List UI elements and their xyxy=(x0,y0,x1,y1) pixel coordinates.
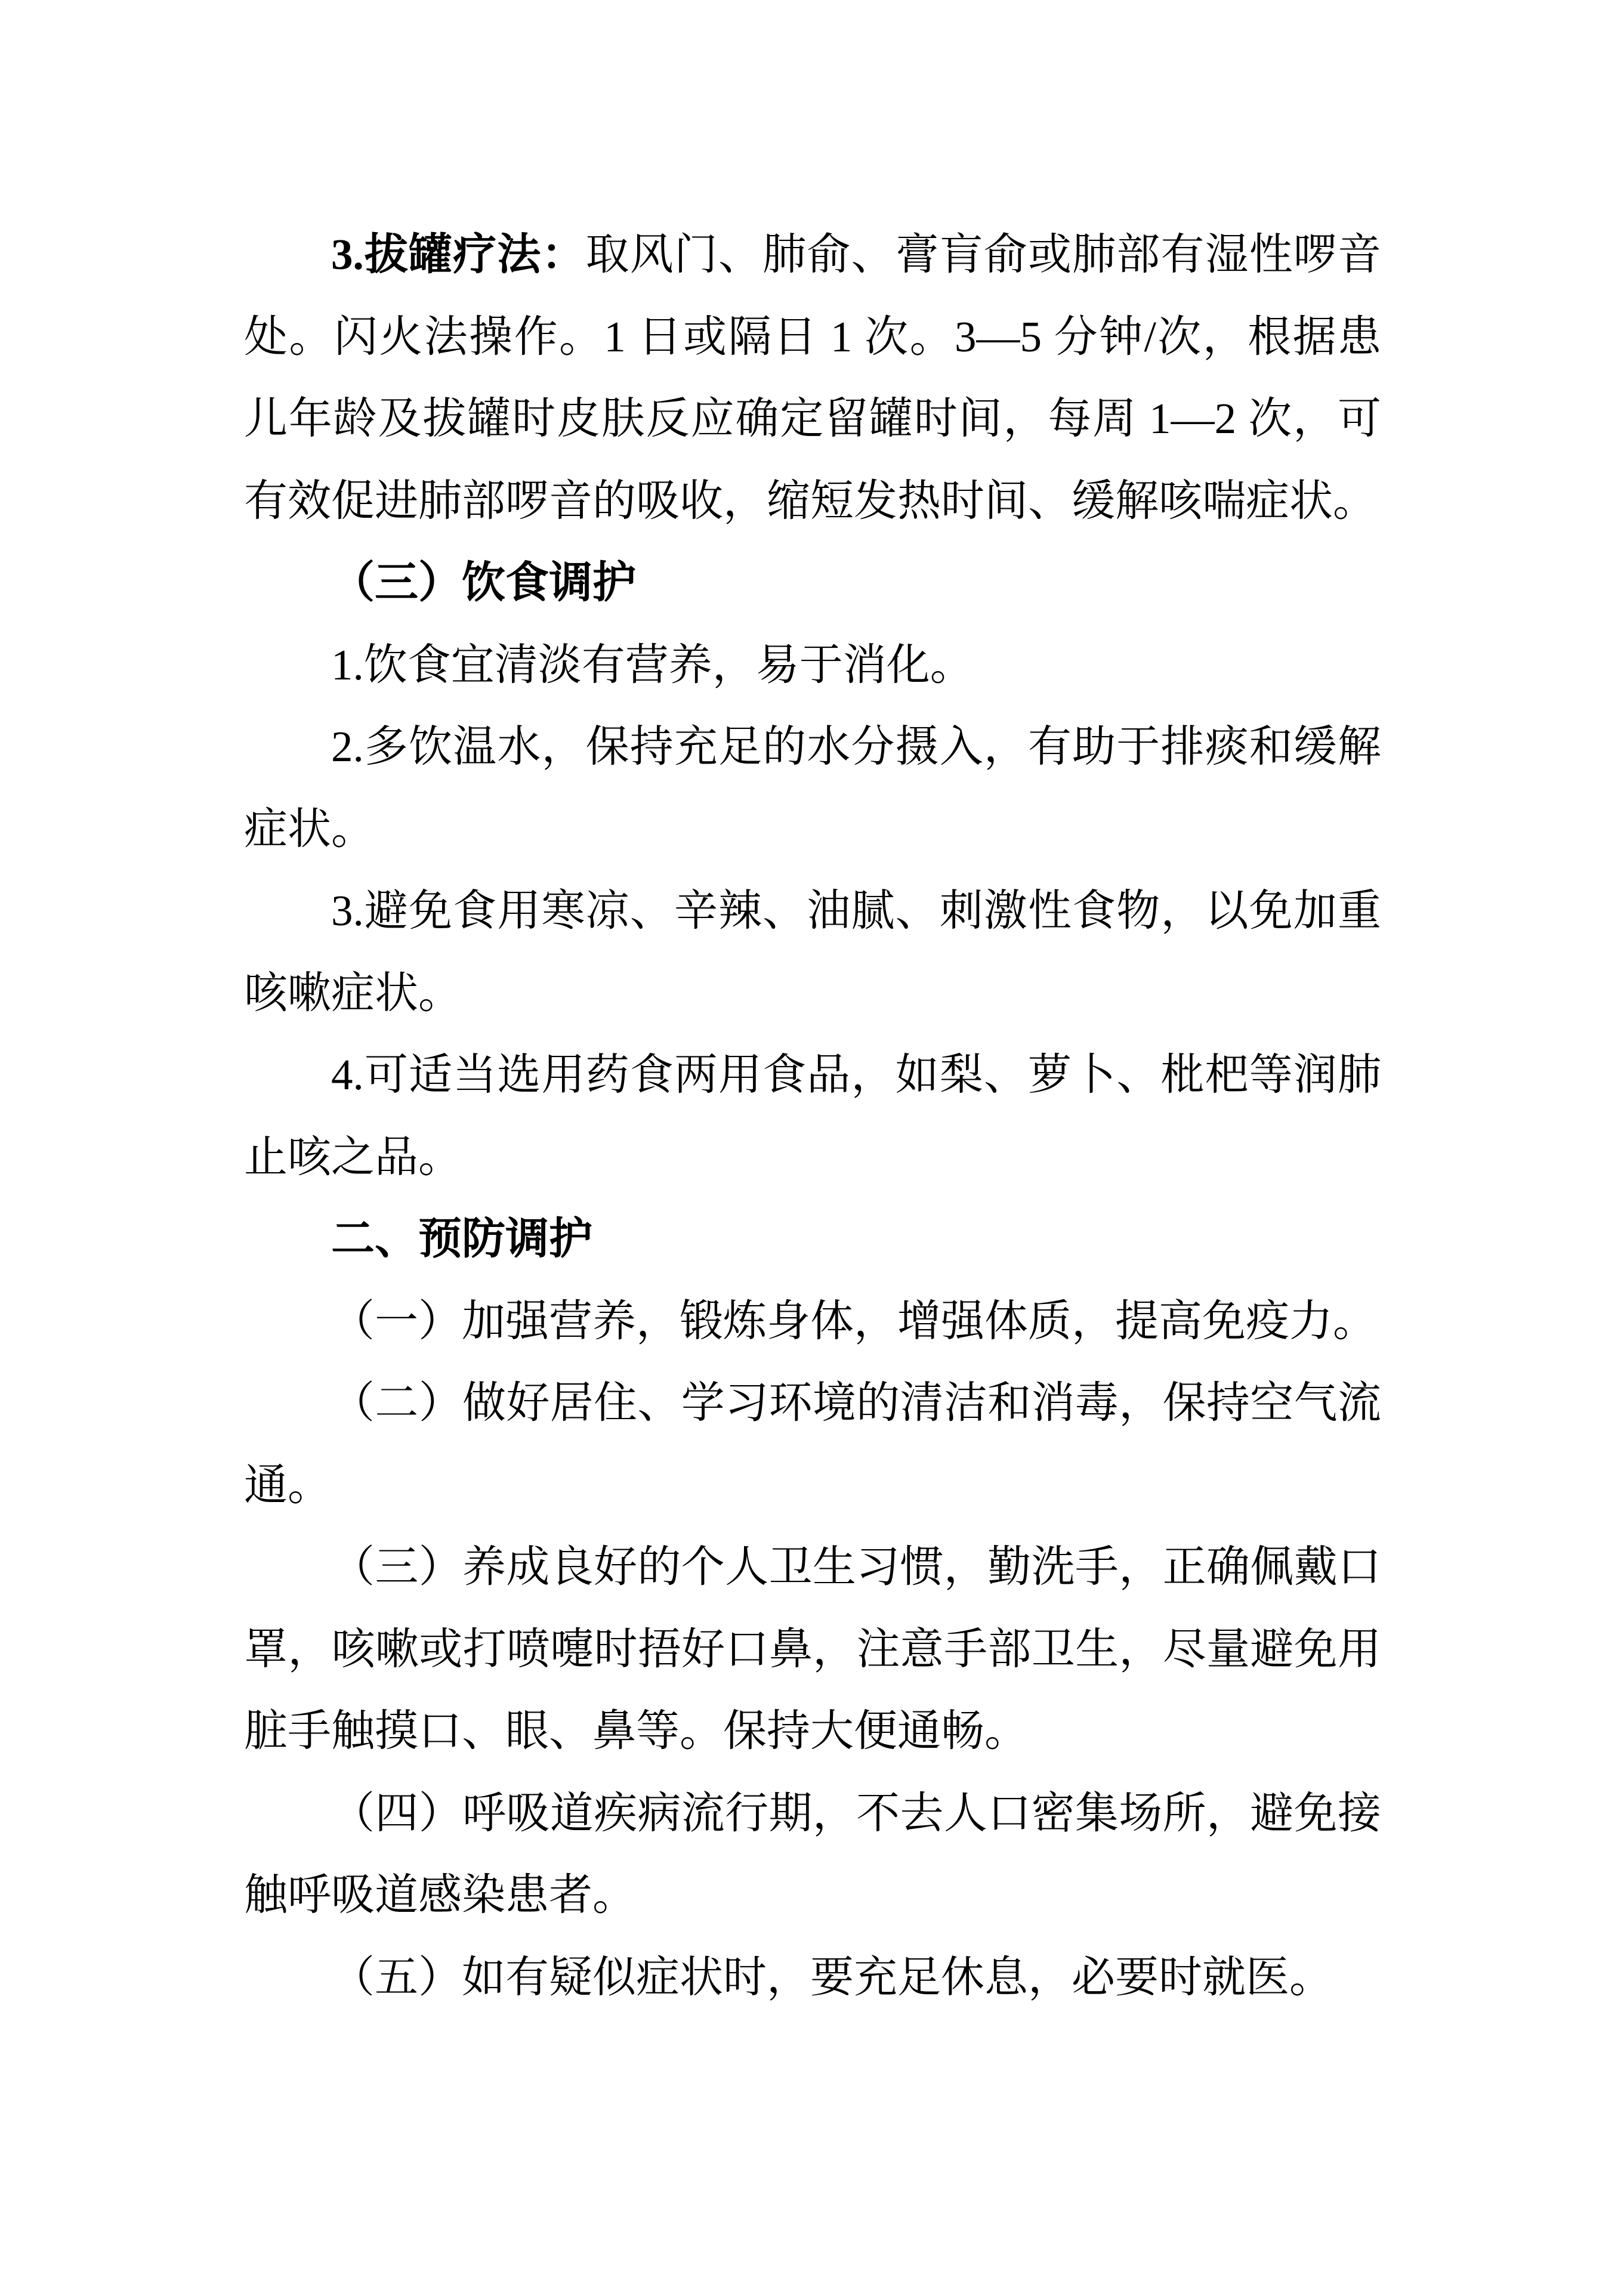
prevention-item-2: （二）做好居住、学习环境的清洁和消毒，保持空气流通。 xyxy=(244,1379,1381,1509)
diet-item-1: 1.饮食宜清淡有营养，易于消化。 xyxy=(331,640,974,689)
document-content xyxy=(244,214,1381,2018)
heading-diet-care: （三）饮食调护 xyxy=(331,558,636,607)
prevention-item-4: （四）呼吸道疾病流行期，不去人口密集场所，避免接触呼吸道感染患者。 xyxy=(244,1788,1381,1919)
diet-item-2: 2.多饮温水，保持充足的水分摄入，有助于排痰和缓解症状。 xyxy=(244,722,1381,853)
paragraph-cupping-therapy xyxy=(244,214,1381,542)
prevention-item-5: （五）如有疑似症状时，要充足休息，必要时就医。 xyxy=(331,1952,1333,2001)
diet-item-3: 3.避免食用寒凉、辛辣、油腻、刺激性食物，以免加重咳嗽症状。 xyxy=(244,886,1381,1017)
prevention-item-1: （一）加强营养，锻炼身体，增强体质，提高免疫力。 xyxy=(331,1296,1376,1345)
heading-prevention-care: 二、预防调护 xyxy=(331,1215,592,1263)
cupping-therapy-lead: 3.拔罐疗法： xyxy=(331,230,586,279)
prevention-item-3: （三）养成良好的个人卫生习惯，勤洗手，正确佩戴口罩，咳嗽或打喷嚏时捂好口鼻，注意手部卫生，尽量避免用脏手触摸口、眼、鼻等。保持大便通畅。 xyxy=(244,1543,1381,1755)
cupping-therapy-text: 取风门、肺俞、膏肓俞或肺部有湿性啰音处。闪火法操作。1 日或隔日 1 次。3—5 分钟/次，根据患儿年龄及拔罐时皮肤反应确定留罐时间，每周 1—2 次，可有效促进肺部啰音的吸收，缩短发热时间、缓解咳喘症状。 xyxy=(244,230,1382,525)
diet-item-4: 4.可适当选用药食两用食品，如梨、萝卜、枇杷等润肺止咳之品。 xyxy=(244,1050,1381,1181)
